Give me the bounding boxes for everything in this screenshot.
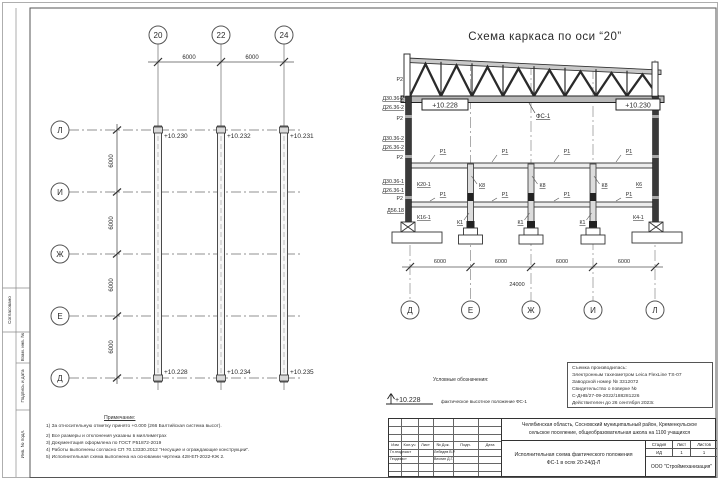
mark-k6: К6	[636, 182, 643, 188]
stamp-role: Геодезист	[390, 456, 407, 461]
stamp-col-list: Лист	[421, 442, 430, 447]
stage-header-stadiya: Стадия	[646, 441, 673, 448]
title-block	[388, 418, 716, 477]
stage-value: ИД	[646, 449, 673, 456]
mark-k8-1: К8	[479, 183, 486, 189]
scheme-axis-zh: Ж	[527, 306, 535, 315]
mark-p1-u4: Р1	[625, 149, 633, 155]
scheme-title: Схема каркаса по оси “20”	[468, 31, 622, 43]
scheme-dim-4: 6000	[617, 259, 631, 265]
stamp-col-data: Дата	[485, 442, 495, 447]
plan-dim-l-i: 6000	[109, 154, 115, 168]
mark-p2-3: Р2	[396, 155, 403, 161]
mark-p2-1: Р2	[396, 77, 403, 83]
stage-header-list: Лист	[673, 441, 691, 448]
stamp-col-podp: Подп.	[460, 442, 471, 447]
mark-d30-1: Д30.36-1	[382, 179, 404, 185]
mark-k8-2: К8	[539, 183, 546, 189]
plan-dim-22-24: 6000	[245, 55, 259, 61]
legend-elevation-value: +10.228	[395, 397, 421, 404]
plan-axis-20-label: 20	[153, 31, 163, 40]
side-label-soglasovano: Согласовано	[7, 296, 12, 324]
stamp-role: Гл.геодезист	[390, 449, 412, 454]
plan-axis-24-label: 24	[279, 31, 289, 40]
stage-value: 1	[673, 449, 691, 456]
mark-p1-u3: Р1	[563, 149, 571, 155]
mark-k1-2: К1	[517, 220, 524, 226]
survey-line: Съемка производилась:	[572, 366, 627, 371]
plan-dim-i-zh: 6000	[109, 216, 115, 230]
side-label-vzam: Взам. инв. №	[20, 332, 25, 362]
mark-k8-3: К8	[601, 183, 608, 189]
mark-d56: Д56.18	[387, 208, 404, 214]
mark-d26-1: Д26.36-1	[382, 188, 404, 194]
mark-d26-2b: Д26.36-2	[382, 145, 404, 151]
mark-p1-l3: Р1	[563, 192, 571, 198]
side-label-inv: Инв. № подл.	[20, 429, 25, 459]
plan-elev-top-1: +10.230	[164, 133, 188, 140]
scheme-dim-2: 6000	[494, 259, 508, 265]
stamp-col-koluch: Кол.уч	[403, 442, 416, 447]
scheme-axis-e: Е	[467, 306, 474, 315]
mark-k4-1: К4-1	[633, 215, 644, 221]
mark-p2-2: Р2	[396, 116, 403, 122]
stamp-col-izm: Изм	[391, 442, 399, 447]
fs1-mark: ФС-1	[536, 114, 551, 120]
plan-elev-top-3: +10.231	[290, 133, 314, 140]
mark-k1-1: К1	[456, 220, 463, 226]
survey-info-box	[567, 362, 713, 408]
mark-k1-3: К1	[579, 220, 586, 226]
note-item: 1) За относительную отметку принято +0.000 (266 Балтийская система высот).	[46, 423, 222, 429]
document-title: Исполнительная схема фактического положения ФС-1 в осях 20-24/Д-Л	[502, 441, 646, 477]
scheme-dim-3: 6000	[555, 259, 569, 265]
scheme-elev-left: +10.228	[432, 102, 458, 110]
mark-p1-l2: Р1	[501, 192, 509, 198]
survey-line: Электронным тахеометром Leica FlexLine TS-07	[572, 372, 682, 378]
plan-dim-20-22: 6000	[182, 55, 196, 61]
note-item: 5) Исполнительная схема выполнена на основании чертежа 428-ЕП-2022-КЖ 2.	[46, 455, 225, 461]
survey-line: Свидетельство о поверке №	[572, 386, 637, 392]
legend-description: фактическое высотное положение ФС-1	[441, 399, 527, 404]
plan-row-i-label: И	[57, 188, 63, 197]
scheme-axis-l: Л	[652, 306, 658, 315]
stage-value: 1	[702, 450, 706, 455]
plan-axis-22-label: 22	[216, 31, 226, 40]
plan-dim-zh-e: 6000	[109, 278, 115, 292]
scheme-axis-d: Д	[407, 306, 413, 315]
notes-title: Примечание:	[104, 415, 136, 421]
side-label-podpis: Подпись и дата	[20, 369, 25, 403]
stage-header-listov: Листов	[697, 442, 711, 447]
legend-title: Условные обозначения:	[433, 377, 489, 383]
plan-elev-top-2: +10.232	[227, 133, 251, 140]
mark-p1-l1: Р1	[439, 192, 447, 198]
mark-d30-2b: Д30.36-2	[382, 136, 404, 142]
plan-dim-e-d: 6000	[109, 340, 115, 354]
company-name: ООО "Строймеханизация"	[650, 463, 713, 470]
mark-p2-4: Р2	[396, 196, 403, 202]
plan-row-d-label: Д	[57, 374, 63, 383]
stage-table	[646, 441, 717, 477]
mark-k20-1: К20-1	[417, 182, 431, 188]
plan-row-l-label: Л	[57, 126, 63, 135]
survey-line: С-ДНВ/27-09-2022/188281226	[572, 393, 640, 399]
notes-block	[46, 415, 278, 462]
survey-line: Действителен до 26 сентября 2023г.	[572, 400, 655, 406]
survey-line: Заводской номер № 3312072	[572, 379, 639, 385]
mark-p1-u1: Р1	[439, 149, 447, 155]
plan-row-zh-label: Ж	[56, 250, 64, 259]
project-description: Челябинская область, Сосновский муниципальный район, Кременкульское сельское поселение, общеобразовательная школа на 1100 учащихся	[502, 419, 717, 441]
mark-k16-1: К16-1	[417, 215, 431, 221]
mark-p1-l4: Р1	[625, 192, 633, 198]
mark-d26-2a: Д26.36-2	[382, 105, 404, 111]
stamp-name: Лебедев В.Р.	[434, 449, 456, 454]
scheme-total-dim: 24000	[509, 282, 525, 288]
stamp-name: Веснин Д.Г.	[434, 456, 454, 461]
note-item: 4) Работы выполнены согласно СП 70.13330.2012 "Несущие и ограждающие конструкции".	[46, 448, 250, 454]
note-item: 2) Все размеры и отклонения указаны в миллиметрах	[46, 434, 167, 440]
scheme-dim-1: 6000	[433, 259, 447, 265]
mark-p1-u2: Р1	[501, 149, 509, 155]
plan-elev-bottom-3: +10.235	[290, 369, 314, 376]
scheme-axis-i: И	[590, 306, 596, 315]
scheme-elev-right: +10.230	[625, 102, 651, 110]
title-block-revision-table	[389, 419, 502, 476]
stamp-col-dok: № Док.	[436, 442, 450, 447]
mark-d30-2a: Д30.36-2	[382, 96, 404, 102]
plan-elev-bottom-1: +10.228	[164, 369, 188, 376]
plan-elev-bottom-2: +10.234	[227, 369, 251, 376]
plan-row-e-label: Е	[57, 312, 63, 321]
note-item: 3) Документация оформлена по ГОСТ Р51872-2019	[46, 441, 162, 447]
